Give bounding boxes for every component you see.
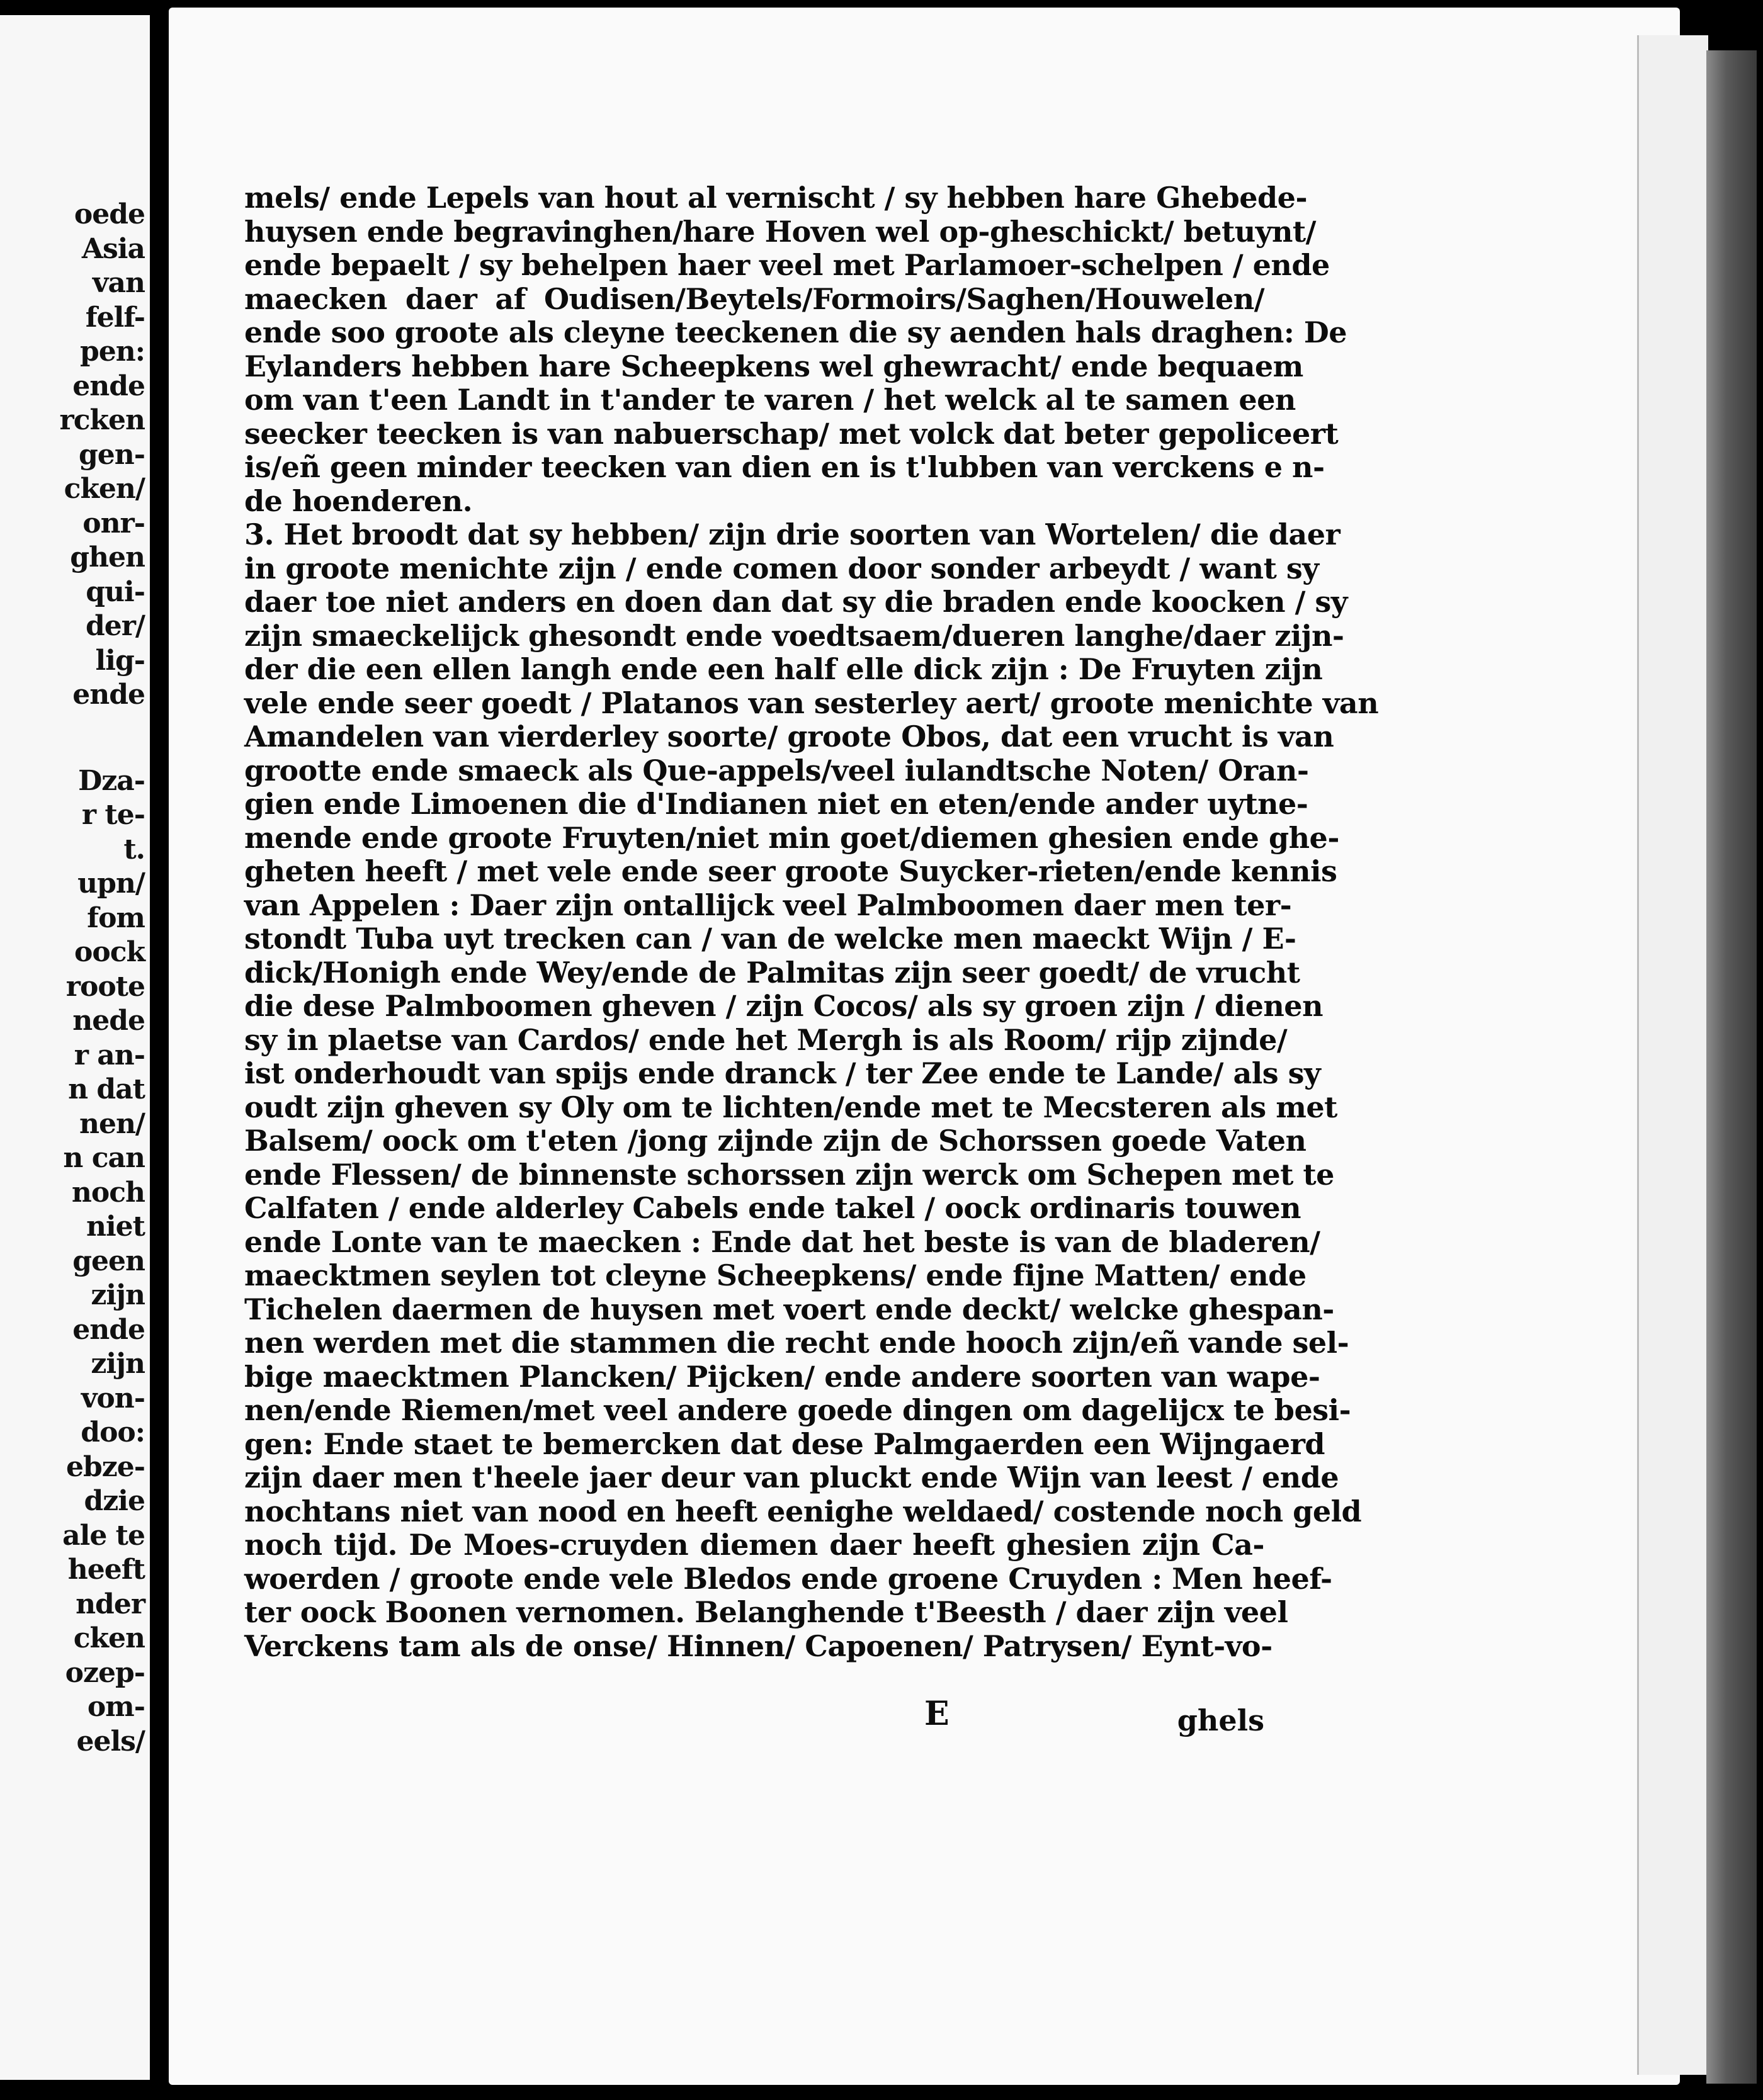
text-line: Amandelen van vierderley soorte/ groote Obos, dat een vrucht is van (244, 720, 1334, 754)
text-line: maecktmen seylen tot cleyne Scheepkens/ ende fijne Matten/ ende (244, 1258, 1307, 1292)
left-page-line: Dza- (78, 764, 145, 797)
left-page-line: gen- (78, 438, 145, 471)
left-page-line: zijn (91, 1279, 145, 1311)
left-page-line: noch (71, 1176, 145, 1209)
left-page-line: niet (86, 1211, 145, 1243)
left-page-line: nede (72, 1005, 145, 1037)
text-line: nen werden met die stammen die recht ende hooch zijn/eñ vande sel- (244, 1326, 1349, 1360)
left-page-line: n dat (68, 1073, 145, 1105)
left-page-line: onr- (82, 507, 145, 539)
left-page-line: rcken (59, 404, 145, 436)
left-page-line: cken (73, 1622, 145, 1654)
signature-mark: E (924, 1695, 950, 1733)
left-page-text (0, 198, 145, 1759)
left-page-line: r an- (74, 1039, 145, 1071)
text-line: oudt zijn gheven sy Oly om te lichten/ende met te Mecsteren als met (244, 1090, 1337, 1124)
left-page-line: ende (72, 679, 145, 711)
left-page-line: eels/ (76, 1725, 145, 1758)
left-page-line: cken/ (64, 473, 145, 505)
text-line: sy in plaetse van Cardos/ ende het Mergh is als Room/ rijp zijnde/ (244, 1022, 1288, 1057)
left-page-line: r te- (81, 799, 145, 831)
text-line: mels/ ende Lepels van hout al vernischt / sy hebben hare Ghebede- (244, 181, 1308, 215)
text-line: der die een ellen langh ende een half elle dick zijn : De Fruyten zijn (244, 652, 1323, 686)
text-line: zijn daer men t'heele jaer deur van pluckt ende Wijn van leest / ende (244, 1460, 1339, 1494)
text-line: ende Lonte van te maecken : Ende dat het beste is van de bladeren/ (244, 1224, 1320, 1259)
text-line: Balsem/ oock om t'eten /jong zijnde zijn de Schorssen goede Vaten (244, 1124, 1307, 1158)
text-line: seecker teecken is van nabuerschap/ met volck dat beter gepoliceert (244, 416, 1339, 451)
text-line: van Appelen : Daer zijn ontallijck veel Palmboomen daer men ter- (244, 888, 1292, 922)
left-page-line: van (92, 267, 145, 299)
left-page-line (0, 713, 145, 764)
left-page-line: von- (81, 1382, 145, 1414)
book-edge (1706, 50, 1757, 2084)
left-page-line: qui- (86, 575, 145, 608)
left-page-line: fom (87, 901, 145, 934)
text-line: ter oock Boonen vernomen. Belanghende t'Beesth / daer zijn veel (244, 1595, 1288, 1629)
text-line: vele ende seer goedt / Platanos van sesterley aert/ groote menichte van (244, 686, 1379, 720)
text-line: noch tijd. De Moes-cruyden diemen daer heeft ghesien zijn Ca- (244, 1528, 1264, 1562)
text-line: grootte ende smaeck als Que-appels/veel iulandtsche Noten/ Oran- (244, 753, 1309, 788)
text-line: om van t'een Landt in t'ander te varen / het welck al te samen een (244, 383, 1296, 417)
left-page-line: Asia (81, 232, 145, 265)
text-line: ende bepaelt / sy behelpen haer veel met Parlamoer-schelpen / ende (244, 248, 1330, 282)
text-line: ende Flessen/ de binnenste schorssen zijn werck om Schepen met te (244, 1157, 1334, 1192)
text-line: ist onderhoudt van spijs ende dranck / ter Zee ende te Lande/ als sy (244, 1056, 1321, 1090)
left-page-line: t. (123, 833, 145, 866)
text-line: bige maecktmen Plancken/ Pijcken/ ende andere soorten van wape- (244, 1359, 1320, 1394)
main-text-block (244, 181, 1379, 1663)
text-line: in groote menichte zijn / ende comen door sonder arbeydt / want sy (244, 551, 1319, 585)
catchword: ghels (1177, 1703, 1264, 1737)
left-page-line: nen/ (79, 1107, 145, 1140)
text-line: dick/Honigh ende Wey/ende de Palmitas zijn seer goedt/ de vrucht (244, 955, 1300, 990)
text-line: stondt Tuba uyt trecken can / van de welcke men maeckt Wijn / E- (244, 922, 1296, 956)
text-line: gen: Ende staet te bemercken dat dese Palmgaerden een Wijngaerd (244, 1426, 1325, 1461)
page-edge (1637, 35, 1708, 2075)
left-page-line: ale te (62, 1519, 145, 1552)
text-line: is/eñ geen minder teecken van dien en is t'lubben van verckens e n- (244, 450, 1325, 484)
left-page-line: felf- (85, 301, 145, 334)
text-line: Verckens tam als de onse/ Hinnen/ Capoenen/ Patrysen/ Eynt-vo- (244, 1629, 1273, 1663)
text-line: 3. Het broodt dat sy hebben/ zijn drie soorten van Wortelen/ die daer (244, 517, 1341, 551)
text-line: ende soo groote als cleyne teeckenen die sy aenden hals draghen: De (244, 315, 1347, 349)
text-line: Calfaten / ende alderley Cabels ende takel / oock ordinaris touwen (244, 1191, 1301, 1225)
text-line: gheten heeft / met vele ende seer groote Suycker-rieten/ende kennis (244, 854, 1337, 888)
left-page-line: ozep- (65, 1656, 145, 1689)
left-page-line: ebze- (65, 1450, 145, 1483)
text-line: woerden / groote ende vele Bledos ende groene Cruyden : Men heef- (244, 1561, 1332, 1596)
text-line: daer toe niet anders en doen dan dat sy die braden ende koocken / sy (244, 585, 1348, 619)
left-page-line: upn/ (77, 867, 145, 900)
text-line: maecken daer af Oudisen/Beytels/Formoirs/Saghen/Houwelen/ (244, 281, 1264, 316)
text-line: de hoenderen. (244, 483, 473, 518)
left-page-line: lig- (95, 644, 145, 677)
left-page-line: doo: (81, 1416, 145, 1448)
text-line: nochtans niet van nood en heeft eenighe weldaed/ costende noch geld (244, 1494, 1362, 1528)
left-page-line: der/ (85, 610, 145, 642)
bottom-border (0, 2085, 1763, 2100)
left-page-line: nder (76, 1588, 145, 1620)
left-page-line: pen: (80, 336, 145, 368)
text-line: huysen ende begravinghen/hare Hoven wel op-gheschickt/ betuynt/ (244, 214, 1316, 249)
left-page-line: oede (74, 198, 145, 230)
text-line: Eylanders hebben hare Scheepkens wel ghewracht/ ende bequaem (244, 349, 1303, 383)
left-page-line: ghen (70, 541, 145, 573)
left-page-line: n can (63, 1142, 145, 1174)
left-page-line: zijn (91, 1348, 145, 1380)
left-page (0, 15, 150, 2080)
right-page (169, 8, 1680, 2085)
text-line: mende ende groote Fruyten/niet min goet/diemen ghesien ende ghe- (244, 820, 1339, 855)
left-page-line: ende (72, 1313, 145, 1346)
text-line: nen/ende Riemen/met veel andere goede dingen om dagelijcx te besi- (244, 1393, 1351, 1427)
left-page-line: ende (72, 370, 145, 402)
left-page-line: geen (72, 1245, 145, 1277)
text-line: die dese Palmboomen gheven / zijn Cocos/ als sy groen zijn / dienen (244, 989, 1324, 1023)
text-line: Tichelen daermen de huysen met voert ende deckt/ welcke ghespan- (244, 1292, 1334, 1326)
left-page-line: om- (87, 1691, 145, 1723)
text-line: gien ende Limoenen die d'Indianen niet en eten/ende ander uytne- (244, 787, 1308, 821)
page-footer (244, 1695, 1264, 1739)
text-line: zijn smaeckelijck ghesondt ende voedtsaem/dueren langhe/daer zijn- (244, 618, 1344, 653)
left-page-line: dzie (84, 1485, 145, 1517)
left-page-line: heeft (67, 1554, 145, 1586)
left-page-line: roote (65, 970, 145, 1003)
left-page-line: oock (74, 936, 145, 968)
